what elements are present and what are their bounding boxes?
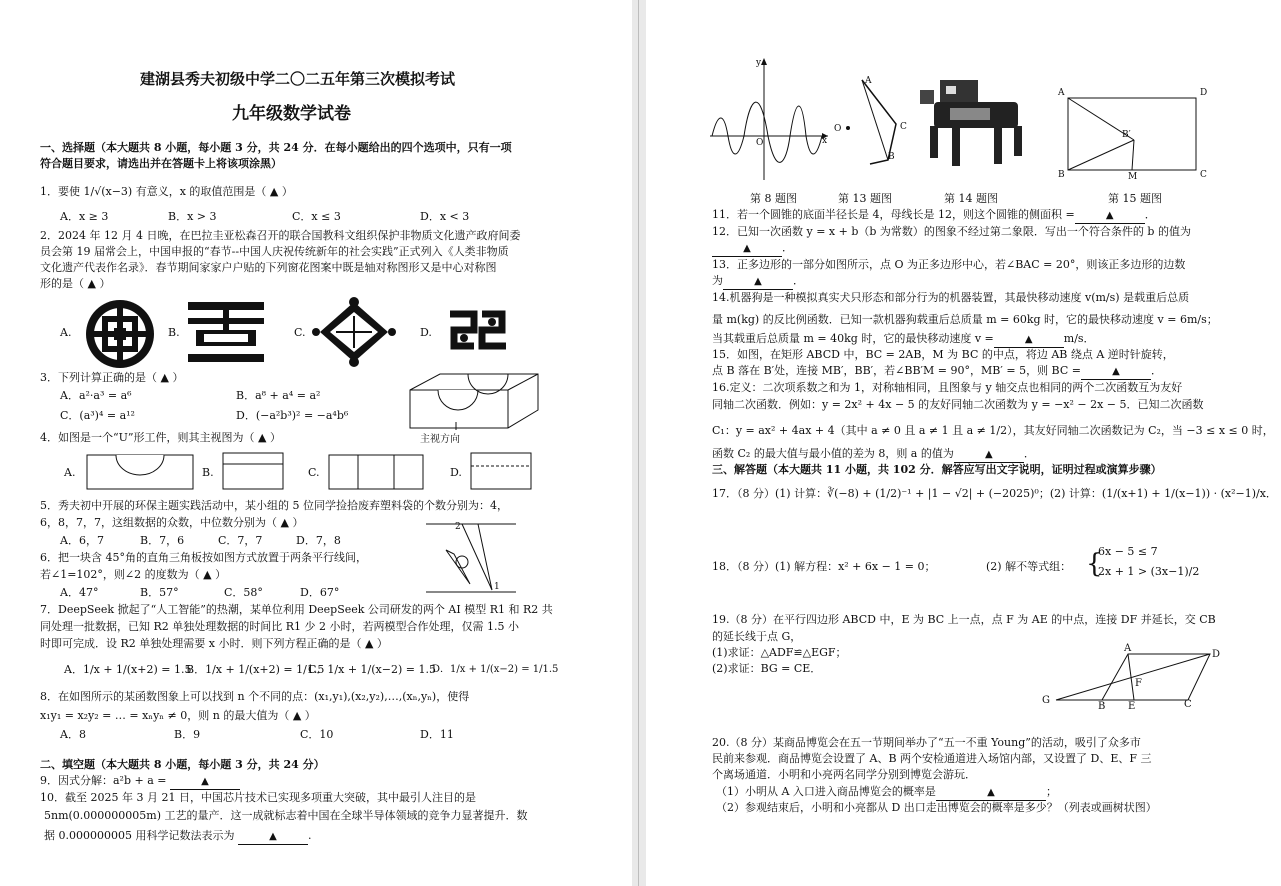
q1-stem: 1．要使 1/√(x−3) 有意义，x 的取值范围是（ ▲ ） bbox=[40, 185, 293, 198]
q19-part1: (1)求证：△ADF≌△EGF； bbox=[712, 646, 847, 659]
q14-line2: 量 m(kg) 的反比例函数．已知一款机器狗载重后总质量 m = 60kg 时，它的最快移动速度 v = 6m/s； bbox=[712, 313, 1218, 326]
q5-line1: 5．秀夫初中开展的环保主题实践活动中，某小组的 5 位同学捡拾废弃塑料袋的个数分别为：4， bbox=[40, 499, 508, 512]
q20-part1: （1）小明从 A 入口进入商品博览会的概率是 ▲ ； bbox=[716, 785, 1057, 801]
fig15-rectangle-figure bbox=[1064, 94, 1200, 176]
q4-option-a-figure bbox=[86, 454, 194, 490]
q8-option-a: A．8 bbox=[60, 728, 86, 741]
q14-answer-blank[interactable]: ▲ bbox=[994, 332, 1064, 348]
q10-answer-blank[interactable]: ▲ bbox=[238, 829, 308, 845]
q6-line1: 6．把一块含 45°角的直角三角板按如图方式放置于两条平行线间， bbox=[40, 551, 367, 564]
q12-answer-blank[interactable]: ▲ bbox=[712, 241, 782, 257]
q20-line3: 个离场通道．小明和小亮两名同学分别到博览会游玩． bbox=[712, 768, 976, 781]
q4-label-a: A. bbox=[64, 466, 76, 479]
main-view-direction-label: 主视方向 bbox=[420, 434, 460, 445]
q7-option-a: A．1/x + 1/(x+2) = 1.5 bbox=[64, 663, 192, 676]
q16-answer-blank[interactable]: ▲ bbox=[954, 447, 1024, 463]
section2-header: 二、填空题（本大题共 8 小题，每小题 3 分，共 24 分） bbox=[40, 758, 325, 771]
q19-label-f: F bbox=[1135, 678, 1142, 689]
q3-option-a: A．a²·a³ = a⁶ bbox=[60, 389, 132, 402]
q19-label-c: C bbox=[1184, 699, 1192, 710]
fig13-label-a: A bbox=[865, 76, 872, 86]
q16-line2: 同轴二次函数．例如：y = 2x² + 4x − 5 的友好同轴二次函数为 y = −x² − 2x − 5．已知二次函数 bbox=[712, 398, 1204, 411]
q1-option-d: D．x < 3 bbox=[420, 210, 470, 223]
q8-option-c: C．10 bbox=[300, 728, 334, 741]
q8-option-d: D．11 bbox=[420, 728, 454, 741]
q6-angle-2-label: 2 bbox=[455, 522, 461, 532]
q19-part2: (2)求证：BG = CE． bbox=[712, 662, 822, 675]
fig13-label-c: C bbox=[900, 122, 907, 132]
q5-option-d: D．7，8 bbox=[296, 534, 341, 547]
q7-option-b: B．1/x + 1/(x+2) = 1/1.5 bbox=[186, 663, 325, 676]
q19-line1: 19.（8 分）在平行四边形 ABCD 中，E 为 BC 上一点，点 F 为 AE 的中点，连接 DF 并延长，交 CB bbox=[712, 613, 1216, 626]
q16-line1: 16.定义：二次项系数之和为 1，对称轴相同，且图象与 y 轴交点也相同的两个二次函数互为友好 bbox=[712, 381, 1183, 394]
q7-line1: 7．DeepSeek 掀起了“人工智能”的热潮，某单位利用 DeepSeek 公司研发的两个 AI 模型 R1 和 R2 共 bbox=[40, 603, 553, 616]
q5-option-b: B．7，6 bbox=[140, 534, 185, 547]
fig8-origin-label: O bbox=[756, 138, 764, 148]
q18-part2-label: (2) 解不等式组： bbox=[986, 560, 1072, 573]
q2-label-c: C. bbox=[294, 326, 306, 339]
q6-option-c: C．58° bbox=[224, 586, 263, 599]
q2-label-b: B. bbox=[168, 326, 180, 339]
fig13-caption: 第 13 题图 bbox=[838, 192, 892, 205]
page-gutter bbox=[632, 0, 646, 886]
q15-line1: 15．如图，在矩形 ABCD 中，BC = 2AB，M 为 BC 的中点，将边 AB 绕点 A 逆时针旋转， bbox=[712, 348, 1174, 361]
fig15-label-b: B bbox=[1058, 170, 1065, 180]
q16-line4: 函数 C₂ 的最大值与最小值的差为 8，则 a 的值为 ▲ ． bbox=[712, 447, 1035, 463]
q18-part1: 18．（8 分）(1) 解方程：x² + 6x − 1 = 0； bbox=[712, 560, 936, 573]
q10-line3: 据 0.000000005 用科学记数法表示为 ▲ . bbox=[44, 829, 311, 845]
window-flower-a-image bbox=[84, 298, 156, 370]
q3-option-c: C．(a³)⁴ = a¹² bbox=[60, 409, 135, 422]
fig8-function-graph bbox=[710, 56, 830, 180]
q20-answer-blank[interactable]: ▲ bbox=[936, 785, 1046, 801]
q6-angle-1-label: 1 bbox=[494, 582, 500, 592]
q5-option-c: C．7，7 bbox=[218, 534, 263, 547]
q19-label-g: G bbox=[1042, 695, 1050, 706]
q6-option-b: B．57° bbox=[140, 586, 179, 599]
fig15-label-b-prime: B′ bbox=[1122, 130, 1131, 140]
q13-line1: 13．正多边形的一部分如图所示，点 O 为正多边形中心，若∠BAC = 20°，则该正多边形的边数 bbox=[712, 258, 1186, 271]
q14-line3: 当其载重后总质量 m = 40kg 时，它的最快移动速度 v = ▲ m/s． bbox=[712, 332, 1095, 348]
q8-line2: x₁y₁ = x₂y₂ = … = xₙyₙ ≠ 0，则 n 的最大值为（ ▲ ） bbox=[40, 709, 316, 722]
window-flower-d-image bbox=[440, 300, 516, 360]
window-flower-c-image bbox=[312, 296, 396, 368]
q9-answer-blank[interactable]: ▲ bbox=[170, 774, 240, 790]
q1-option-c: C．x ≤ 3 bbox=[292, 210, 341, 223]
section3-header: 三、解答题（本大题共 11 小题，共 102 分．解答应写出文字说明，证明过程或演算步骤） bbox=[712, 463, 1162, 476]
q6-line2: 若∠1=102°，则∠2 的度数为（ ▲ ） bbox=[40, 568, 227, 581]
q7-line2: 同处理一批数据，已知 R2 单独处理数据的时间比 R1 少 2 小时，若两模型合作处理，仅需 1.5 小 bbox=[40, 620, 520, 633]
q14-line1: 14.机器狗是一种模拟真实犬只形态和部分行为的机器装置，其最快移动速度 v(m/s) 是载重后总质 bbox=[712, 291, 1190, 304]
window-flower-b-image bbox=[186, 300, 266, 364]
q12-blank-line: ▲ ． bbox=[712, 241, 793, 257]
fig8-y-label: y bbox=[756, 58, 762, 68]
q20-line1: 20.（8 分）某商品博览会在五一节期间举办了“五一不重 Young”的活动，吸引了众多市 bbox=[712, 736, 1141, 749]
q15-line2: 点 B 落在 B′处，连接 MB′，BB′，若∠BB′M = 90°，MB′ = 5，则 BC = ▲ ． bbox=[712, 364, 1162, 380]
q18-brace: { bbox=[1086, 549, 1103, 579]
q9-text: 9．因式分解：a²b + a = ▲ bbox=[40, 774, 240, 790]
q8-line1: 8．在如图所示的某函数图象上可以找到 n 个不同的点：(x₁,y₁),(x₂,y₂),…,(xₙ,yₙ)，使得 bbox=[40, 690, 470, 703]
q20-part2: （2）参观结束后，小明和小亮都从 D 出口走出博览会的概率是多少？（列表或画树状图） bbox=[716, 801, 1157, 814]
fig14-robot-dog-image bbox=[920, 72, 1034, 172]
q3-option-d: D．(−a²b³)² = −a⁴b⁶ bbox=[236, 409, 349, 422]
section1-header: 一、选择题（本大题共 8 小题，每小题 3 分，共 24 分．在每小题给出的四个选项中，只有一项 bbox=[40, 141, 512, 154]
fig15-label-c: C bbox=[1200, 170, 1207, 180]
q19-label-d: D bbox=[1212, 649, 1221, 660]
q15-answer-blank[interactable]: ▲ bbox=[1081, 364, 1151, 380]
q2-label-d: D. bbox=[420, 326, 432, 339]
fig14-caption: 第 14 题图 bbox=[944, 192, 998, 205]
q7-line3: 时即可完成．设 R2 单独处理需要 x 小时．则下列方程正确的是（ ▲ ） bbox=[40, 637, 388, 650]
q19-label-b: B bbox=[1098, 701, 1106, 712]
q13-answer-blank[interactable]: ▲ bbox=[723, 274, 793, 290]
q1-option-b: B．x > 3 bbox=[168, 210, 217, 223]
q4-label-d: D. bbox=[450, 466, 462, 479]
fig15-caption: 第 15 题图 bbox=[1108, 192, 1162, 205]
q7-option-d: D．1/x + 1/(x−2) = 1/1.5 bbox=[432, 664, 559, 675]
q1-option-a: A．x ≥ 3 bbox=[60, 210, 109, 223]
q12-text: 12．已知一次函数 y = x + b（b 为常数）的图象不经过第二象限．写出一个符合条件的 b 的值为 bbox=[712, 225, 1191, 238]
q11-text: 11．若一个圆锥的底面半径长是 4，母线长是 12，则这个圆锥的侧面积 = ▲ ． bbox=[712, 208, 1156, 224]
q3-option-b: B．a⁸ + a⁴ = a² bbox=[236, 389, 321, 402]
q5-line2: 6，8，7，7，这组数据的众数，中位数分别为（ ▲ ） bbox=[40, 516, 304, 529]
fig15-label-d: D bbox=[1200, 88, 1208, 98]
school-title: 建湖县秀夫初级中学二〇二五年第三次模拟考试 bbox=[140, 70, 456, 88]
right-page bbox=[646, 0, 1281, 886]
q16-line3: C₁：y = ax² + 4ax + 4（其中 a ≠ 0 且 a ≠ 1 且 a ≠ 1/2），其友好同轴二次函数记为 C₂，当 −3 ≤ x ≤ 0 时， bbox=[712, 424, 1274, 437]
q4-option-d-figure bbox=[470, 452, 532, 490]
q18-system-line1: 6x − 5 ≤ 7 bbox=[1098, 545, 1158, 558]
q18-system-line2: 2x + 1 > (3x−1)/2 bbox=[1098, 565, 1200, 578]
q10-line1: 10．截至 2025 年 3 月 21 日，中国芯片技术已实现多项重大突破，其中最引人注目的是 bbox=[40, 791, 476, 804]
fig8-caption: 第 8 题图 bbox=[750, 192, 797, 205]
q2-line4: 形的是（ ▲ ） bbox=[40, 277, 111, 290]
subject-title: 九年级数学试卷 bbox=[232, 104, 351, 124]
q4-label-b: B. bbox=[202, 466, 214, 479]
q20-line2: 民前来参观．商品博览会设置了 A、B 两个安检通道进入场馆内部，又设置了 D、E、F 三 bbox=[712, 752, 1152, 765]
q10-line2: 5nm(0.000000005m) 工艺的量产．这一成就标志着中国在全球半导体领域的竞争力显著提升．数 bbox=[44, 809, 528, 822]
q19-line2: 的延长线于点 G， bbox=[712, 630, 802, 643]
q5-option-a: A．6，7 bbox=[60, 534, 104, 547]
q19-label-a: A bbox=[1124, 643, 1132, 654]
u-shaped-workpiece-figure bbox=[410, 370, 540, 432]
fig13-label-b: B bbox=[888, 152, 895, 162]
q8-option-b: B．9 bbox=[174, 728, 201, 741]
q4-option-b-figure bbox=[222, 452, 284, 490]
left-page bbox=[0, 0, 632, 886]
q17-text: 17．（8 分）(1) 计算：∛(−8) + (1/2)⁻¹ + |1 − √2| + (−2025)⁰；(2) 计算：(1/(x+1) + 1/(x−1)) · (x²−1)/x． bbox=[712, 487, 1277, 500]
q4-stem: 4．如图是一个“U”形工件，则其主视图为（ ▲ ） bbox=[40, 431, 281, 444]
q13-line2: 为 ▲ ． bbox=[712, 274, 804, 290]
q4-option-c-figure bbox=[328, 454, 424, 490]
q6-triangle-figure bbox=[426, 520, 516, 596]
q6-option-a: A．47° bbox=[60, 586, 99, 599]
section1-header-cont: 符合题目要求，请选出并在答题卡上将该项涂黑） bbox=[40, 157, 282, 170]
q19-label-e: E bbox=[1128, 701, 1136, 712]
q2-line2: 员会第 19 届常会上，中国申报的“春节--中国人庆祝传统新年的社会实践”正式列入《人类非物质 bbox=[40, 245, 509, 258]
fig15-label-m: M bbox=[1128, 172, 1138, 182]
q6-option-d: D．67° bbox=[300, 586, 340, 599]
q2-label-a: A. bbox=[60, 326, 72, 339]
q4-label-c: C. bbox=[308, 466, 320, 479]
q11-answer-blank[interactable]: ▲ bbox=[1075, 208, 1145, 224]
q2-line1: 2．2024 年 12 月 4 日晚，在巴拉圭亚松森召开的联合国教科文组织保护非物质文化遗产政府间委 bbox=[40, 229, 521, 242]
fig13-label-o: O bbox=[834, 124, 842, 134]
fig8-x-label: x bbox=[822, 136, 828, 146]
q3-stem: 3．下列计算正确的是（ ▲ ） bbox=[40, 371, 184, 384]
fig15-label-a: A bbox=[1058, 88, 1065, 98]
q7-option-c: C．1/x + 1/(x−2) = 1.5 bbox=[308, 663, 436, 676]
q2-line3: 文化遗产代表作名录》．春节期间家家户户贴的下列窗花图案中既是轴对称图形又是中心对称图 bbox=[40, 261, 497, 274]
